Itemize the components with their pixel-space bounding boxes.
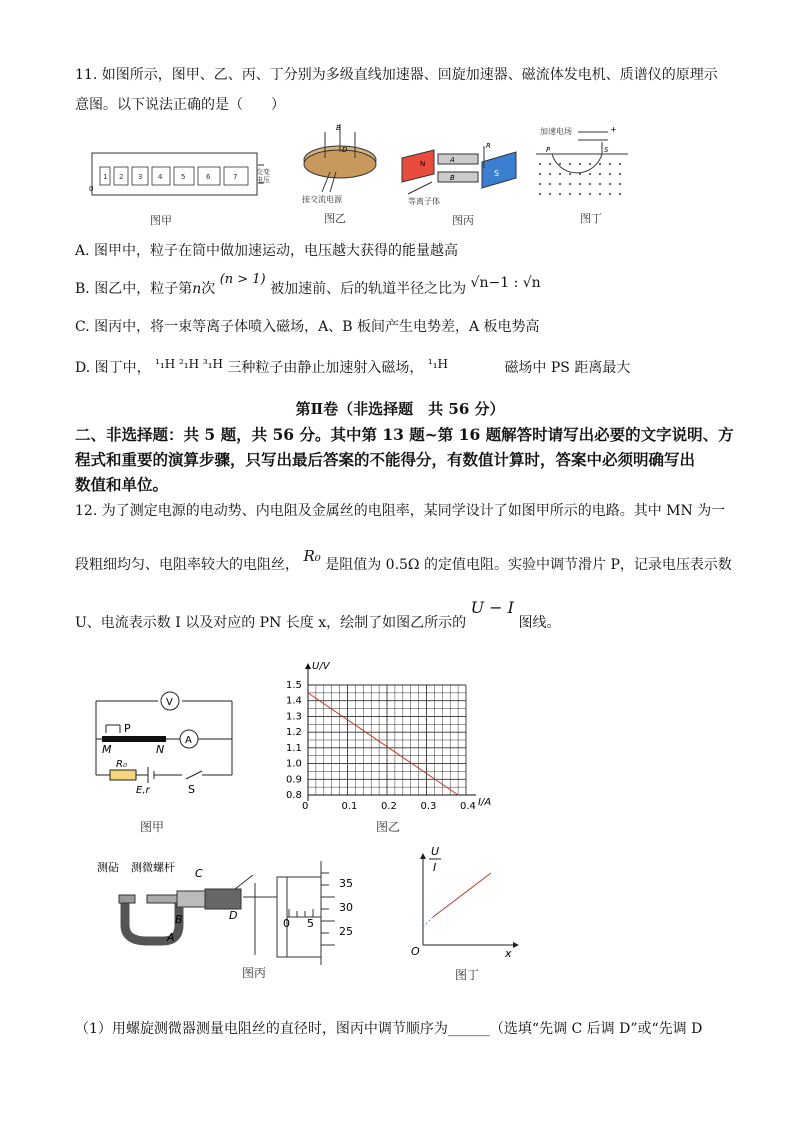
- chart-x-tick-label: 0.2: [381, 801, 397, 812]
- svg-text:R: R: [486, 142, 491, 150]
- q12-line1: 12. 为了测定电源的电动势、内电阻及金属丝的电阻率，某同学设计了如图甲所示的电路。其中 MN 为一: [75, 503, 726, 519]
- wire-end-n: N: [156, 743, 165, 756]
- svg-text:B: B: [450, 174, 455, 182]
- svg-text:1: 1: [103, 173, 108, 181]
- u-over-i-line: [433, 873, 491, 917]
- option-b-condition: (n > 1): [219, 272, 266, 287]
- q12-fig-jia-caption: 图甲: [140, 820, 165, 834]
- fixed-resistor-r0: [110, 770, 136, 780]
- chart-y-tick-label: 1.2: [286, 727, 302, 739]
- fig-yi-power-label: 接交流电源: [302, 195, 342, 204]
- chart-y-tick-label: 0.8: [286, 790, 302, 801]
- wire-end-m: M: [102, 743, 112, 756]
- svg-text:+: +: [610, 125, 617, 134]
- chart-x-axis-label: I/A: [478, 797, 492, 808]
- svg-text:S: S: [494, 169, 500, 178]
- micrometer-anvil-label: 测砧: [97, 861, 119, 874]
- mhd-generator-figure: [398, 138, 524, 200]
- switch-label: S: [188, 783, 195, 796]
- thimble-25-label: 25: [339, 925, 353, 938]
- section2-heading-line2: 程式和重要的演算步骤，只写出最后答案的不能得分，有数值计算时，答案中必须明确写出: [75, 450, 696, 469]
- extrapolated-segment: [423, 917, 433, 927]
- q11-option-c: C. 图丙中，将一束等离子体喷入磁场，A、B 板间产生电势差，A 板电势高: [75, 319, 540, 335]
- micrometer-b-label: B: [175, 913, 183, 926]
- q11-stem-line2: 意图。以下说法正确的是（ ）: [75, 97, 285, 113]
- section2-heading-line1: 二、非选择题：共 5 题，共 56 分。其中第 13 题~第 16 题解答时请写出必要的文字说明、方: [75, 425, 734, 444]
- micrometer-a-label: A: [167, 931, 175, 944]
- ding-x-label: x: [505, 947, 512, 960]
- svg-text:S: S: [604, 146, 609, 154]
- svg-text:0: 0: [89, 185, 94, 193]
- q12-r0: R₀: [303, 547, 321, 565]
- micrometer-d-label: D: [229, 909, 238, 922]
- thimble-30-label: 30: [339, 901, 353, 914]
- cyclotron-figure: [300, 122, 380, 204]
- chart-grid: [308, 685, 466, 795]
- section2-heading-line3: 数值和单位。: [75, 475, 169, 494]
- chart-y-tick-label: 1.3: [286, 711, 302, 723]
- chart-y-axis-arrow: [305, 663, 311, 669]
- fig-bing-plasma-label: 等离子体: [408, 197, 440, 206]
- q12-line3: U、电流表示数 I 以及对应的 PN 长度 x，绘制了如图乙所示的 U − I 图线。: [75, 598, 561, 631]
- q11-option-d: D. 图丁中， ¹₁H ²₁H ³₁H 三种粒子由静止加速射入磁场， ¹₁H 磁场中 PS 距离最大: [75, 357, 631, 376]
- r0-label: R₀: [116, 759, 127, 770]
- option-d-h1: ¹₁H: [427, 357, 448, 371]
- thimble-35-label: 35: [339, 877, 353, 890]
- ammeter-label: A: [185, 735, 192, 746]
- svg-text:3: 3: [138, 173, 143, 181]
- chart-x-tick-label: 0: [302, 801, 309, 812]
- chart-y-tick-label: 1.1: [286, 742, 302, 754]
- fig-jia-voltage-label: 交变电压: [256, 168, 270, 184]
- q11-fig-ding-caption: 图丁: [580, 212, 602, 225]
- section2-title: 第Ⅱ卷（非选择题 共 56 分）: [295, 400, 505, 418]
- chart-y-tick-label: 0.9: [286, 774, 302, 786]
- q11-fig-bing-caption: 图丙: [452, 214, 474, 227]
- q12-sub1: （1）用螺旋测微器测量电阻丝的直径时，图丙中调节顺序为______（选填“先调 C 后调 D”或“先调 D: [75, 1021, 703, 1037]
- chart-y-axis-label: U/V: [312, 661, 330, 672]
- option-b-ratio: √n−1 : √n: [470, 275, 541, 291]
- svg-text:B: B: [336, 124, 341, 132]
- ding-y-numerator: U: [431, 845, 440, 858]
- q11-stem-line1: 11. 如图所示，图甲、乙、丙、丁分别为多级直线加速器、回旋加速器、磁流体发电机、质谱仪的原理示: [75, 67, 718, 83]
- chart-x-tick-label: 0.4: [460, 801, 476, 812]
- q12-line2: 段粗细均匀、电阻率较大的电阻丝， R₀ 是阻值为 0.5Ω 的定值电阻。实验中调节滑片 P，记录电压表示数: [75, 547, 732, 573]
- svg-text:N: N: [420, 160, 426, 168]
- q11-fig-jia-caption: 图甲: [150, 214, 172, 227]
- q11-fig-yi-caption: 图乙: [324, 212, 346, 225]
- svg-text:7: 7: [233, 173, 238, 181]
- q12-ui: U − I: [470, 598, 514, 617]
- chart-x-tick-label: 0.3: [420, 801, 437, 812]
- micrometer-spindle-label: 测微螺杆: [131, 861, 175, 874]
- svg-text:5: 5: [181, 173, 186, 181]
- chart-x-tick-label: 0.1: [341, 801, 358, 812]
- q11-option-a: A. 图甲中，粒子在筒中做加速运动，电压越大获得的能量越高: [75, 243, 459, 259]
- chart-y-tick-label: 1.5: [286, 680, 302, 691]
- u-i-chart: [280, 655, 510, 820]
- resistance-wire: [102, 736, 166, 742]
- chart-y-tick-label: 1.4: [286, 695, 302, 707]
- svg-text:A: A: [450, 156, 455, 164]
- ding-y-denominator: I: [433, 861, 437, 874]
- source-label: E,r: [136, 785, 150, 796]
- fig-ding-field-label: 加速电场: [540, 127, 572, 136]
- q12-fig-yi-caption: 图乙: [376, 820, 401, 834]
- option-d-isotopes: ¹₁H ²₁H ³₁H: [155, 357, 223, 371]
- svg-text:D: D: [342, 146, 348, 154]
- svg-text:4: 4: [158, 173, 163, 181]
- scale-5-label: 5: [307, 917, 314, 930]
- voltmeter-label: V: [166, 697, 173, 708]
- q12-fig-ding-caption: 图丁: [455, 968, 480, 982]
- chart-y-tick-label: 1.0: [286, 758, 302, 770]
- svg-text:2: 2: [119, 173, 124, 181]
- ding-origin: O: [411, 945, 420, 958]
- u-over-i-vs-x-figure: [405, 845, 520, 960]
- q11-option-b: B. 图乙中，粒子第n次 (n > 1) 被加速前、后的轨道半径之比为 √n−1 : √n: [75, 272, 541, 297]
- linear-accelerator-figure: [88, 135, 278, 215]
- micrometer-c-label: C: [195, 867, 203, 880]
- svg-text:6: 6: [206, 173, 211, 181]
- slider-label-p: P: [124, 722, 131, 735]
- micrometer-figure: [95, 855, 385, 967]
- scale-0-label: 0: [283, 917, 290, 930]
- svg-text:P: P: [546, 146, 551, 154]
- circuit-figure: [88, 685, 248, 800]
- q12-fig-bing-caption: 图丙: [242, 966, 267, 980]
